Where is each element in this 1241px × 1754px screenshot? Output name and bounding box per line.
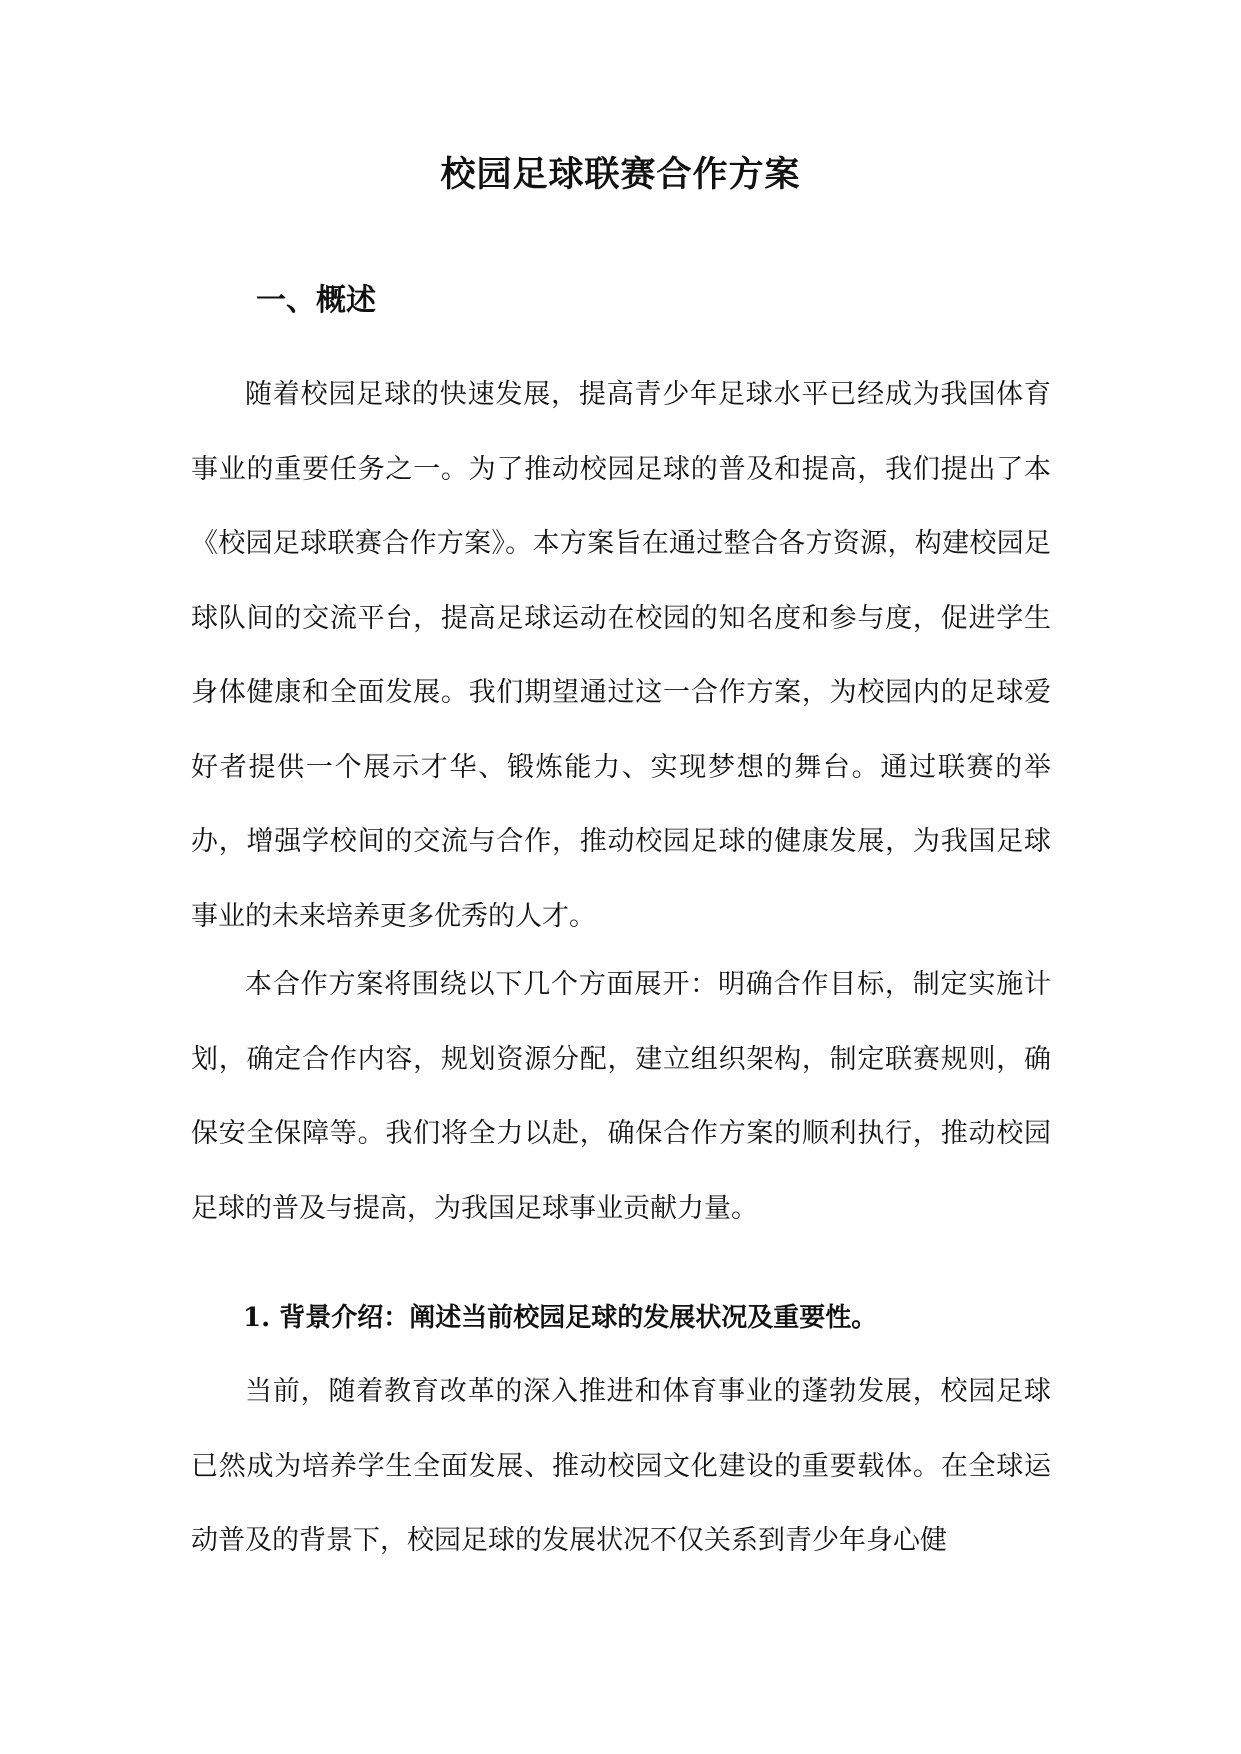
overview-paragraph-2: 本合作方案将围绕以下几个方面展开：明确合作目标，制定实施计划，确定合作内容，规划资源分配，建立组织架构，制定联赛规则，确保安全保障等。我们将全力以赴，确保合作方案的顺利执行，推动校园足球的普及与提高，为我国足球事业贡献力量。 [191, 969, 1051, 1224]
section-heading-overview: 一、概述 [256, 283, 376, 318]
overview-paragraph-1: 随着校园足球的快速发展，提高青少年足球水平已经成为我国体育事业的重要任务之一。为了推动校园足球的普及和提高，我们提出了本《校园足球联赛合作方案》。本方案旨在通过整合各方资源，构建校园足球队间的交流平台，提高足球运动在校园的知名度和参与度，促进学生身体健康和全面发展。我们期望通过这一合作方案，为校园内的足球爱好者提供一个展示才华、锻炼能力、实现梦想的舞台。通过联赛的举办，增强学校间的交流与合作，推动校园足球的健康发展，为我国足球事业的未来培养更多优秀的人才。 [191, 379, 1051, 932]
subsection-heading-background: 1. 背景介绍：阐述当前校园足球的发展状况及重要性。 [243, 1303, 878, 1333]
document-title: 校园足球联赛合作方案 [440, 154, 801, 195]
background-paragraph: 当前，随着教育改革的深入推进和体育事业的蓬勃发展，校园足球已然成为培养学生全面发展、推动校园文化建设的重要载体。在全球运动普及的背景下，校园足球的发展状况不仅关系到青少年身心健 [191, 1376, 1051, 1556]
